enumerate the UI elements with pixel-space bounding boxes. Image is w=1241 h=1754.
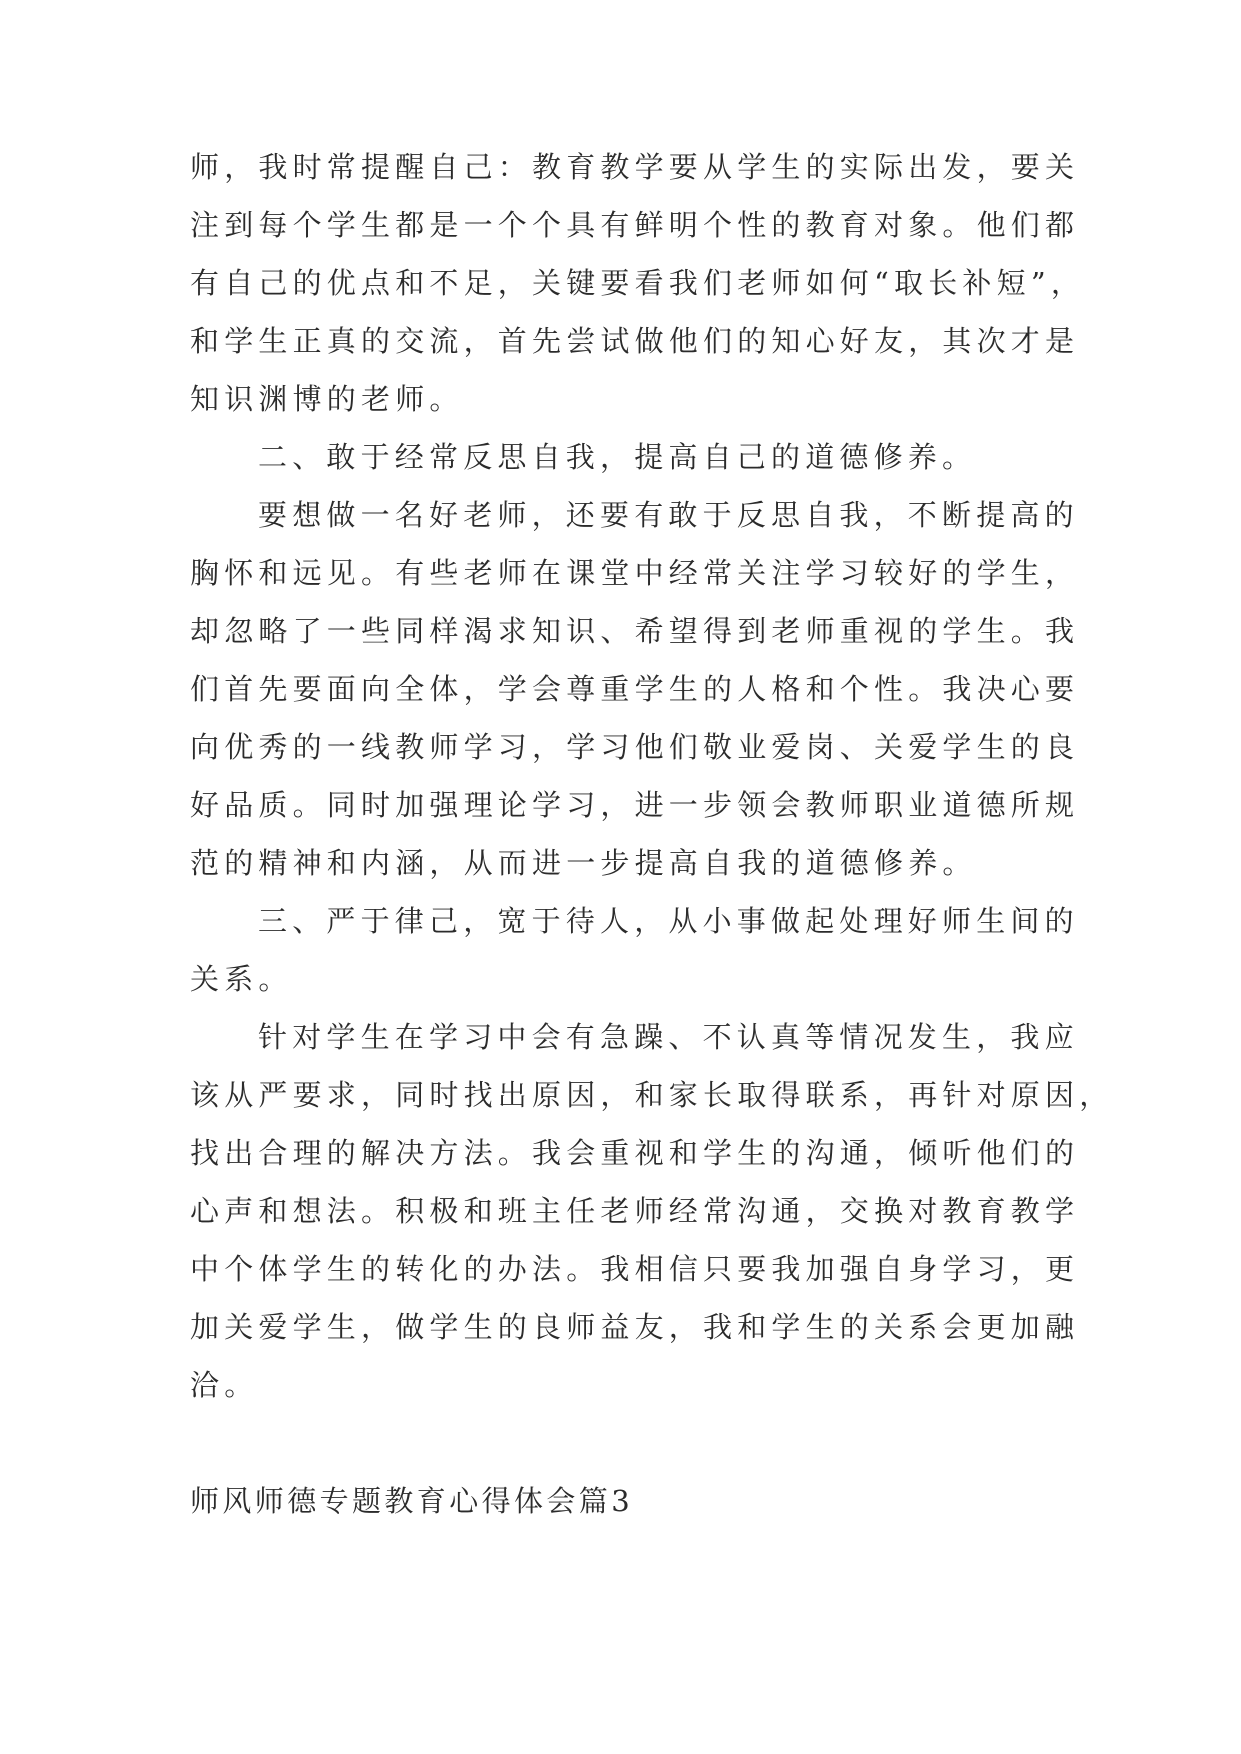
paragraph-3-line-3: 找出合理的解决方法。我会重视和学生的沟通，倾听他们的 [190,1136,1080,1170]
heading-2: 二、敢于经常反思自我，提高自己的道德修养。 [258,440,977,474]
paragraph-2-line-7: 范的精神和内涵，从而进一步提高自我的道德修养。 [190,846,977,880]
heading-3-line-1: 三、严于律己，宽于待人，从小事做起处理好师生间的 [258,904,1079,938]
paragraph-1-line-2: 注到每个学生都是一个个具有鲜明个性的教育对象。他们都 [190,208,1080,242]
paragraph-2-line-1: 要想做一名好老师，还要有敢于反思自我，不断提高的 [258,498,1079,532]
paragraph-3-line-6: 加关爱学生，做学生的良师益友，我和学生的关系会更加融 [190,1310,1080,1344]
paragraph-1-line-3: 有自己的优点和不足，关键要看我们老师如何“取长补短”， [190,266,1086,300]
section-title: 师风师德专题教育心得体会篇3 [190,1484,634,1518]
paragraph-2-line-2: 胸怀和远见。有些老师在课堂中经常关注学习较好的学生， [190,556,1080,590]
paragraph-1-line-5: 知识渊博的老师。 [190,382,464,416]
paragraph-1-line-1: 师，我时常提醒自己：教育教学要从学生的实际出发，要关 [190,150,1080,184]
paragraph-3-line-2: 该从严要求，同时找出原因，和家长取得联系，再针对原因， [190,1078,1114,1112]
paragraph-3-line-7: 洽。 [190,1368,259,1402]
paragraph-1-line-4: 和学生正真的交流，首先尝试做他们的知心好友，其次才是 [190,324,1080,358]
paragraph-2-line-4: 们首先要面向全体，学会尊重学生的人格和个性。我决心要 [190,672,1080,706]
paragraph-3-line-1: 针对学生在学习中会有急躁、不认真等情况发生，我应 [258,1020,1079,1054]
paragraph-3-line-5: 中个体学生的转化的办法。我相信只要我加强自身学习，更 [190,1252,1080,1286]
paragraph-2-line-5: 向优秀的一线教师学习，学习他们敬业爱岗、关爱学生的良 [190,730,1080,764]
paragraph-2-line-3: 却忽略了一些同样渴求知识、希望得到老师重视的学生。我 [190,614,1080,648]
heading-3-line-2: 关系。 [190,962,293,996]
paragraph-2-line-6: 好品质。同时加强理论学习，进一步领会教师职业道德所规 [190,788,1080,822]
paragraph-3-line-4: 心声和想法。积极和班主任老师经常沟通，交换对教育教学 [190,1194,1080,1228]
